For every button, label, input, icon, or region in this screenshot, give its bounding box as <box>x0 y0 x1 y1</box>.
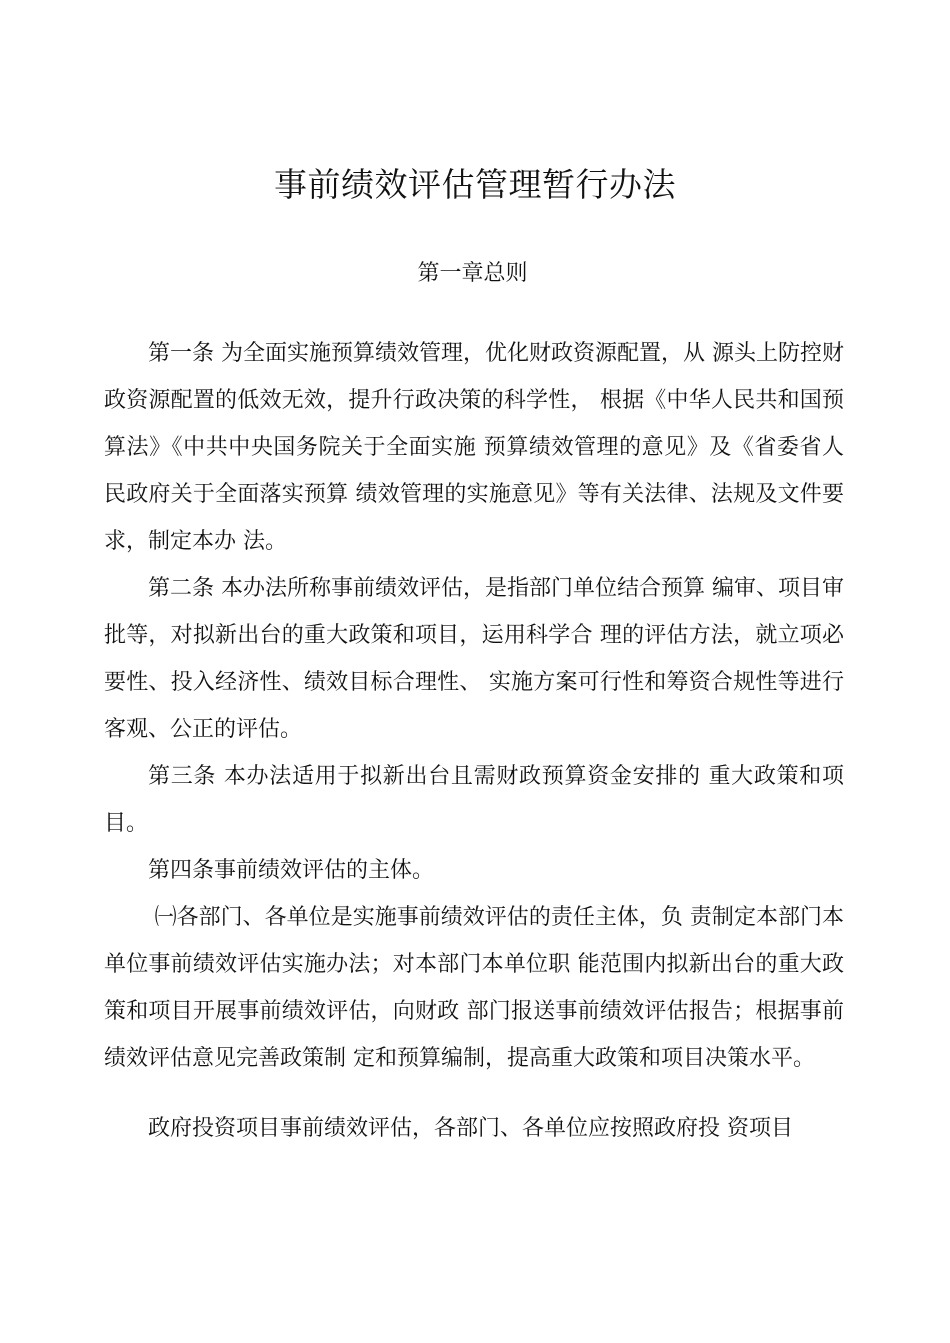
article-1-paragraph: 第一条 为全面实施预算绩效管理，优化财政资源配置，从 源头上防控财政资源配置的低效无效，提升行政决策的科学性， 根据《中华人民共和国预算法》《中共中央国务院关于全面实施 预算绩效管理的意见》及《省委省人民政府关于全面落实预算 绩效管理的实施意见》等有关法律、法规及文件要求，制定本办 法。 <box>104 341 844 554</box>
chapter-heading: 第一章总则 <box>417 261 528 286</box>
article-4-item-1-paragraph: ㈠各部门、各单位是实施事前绩效评估的责任主体，负 责制定本部门本单位事前绩效评估实施办法；对本部门本单位职 能范围内拟新出台的重大政策和项目开展事前绩效评估，向财政 部门报送事前绩效评估报告；根据事前绩效评估意见完善政策制 定和预算编制，提高重大政策和项目决策水平。 <box>104 905 844 1071</box>
article-4-paragraph: 第四条事前绩效评估的主体。 <box>148 858 435 883</box>
investment-project-paragraph: 政府投资项目事前绩效评估，各部门、各单位应按照政府投 资项目 <box>148 1116 793 1141</box>
document-body <box>104 330 844 1152</box>
document-title: 事前绩效评估管理暂行办法 <box>274 165 676 204</box>
article-3-paragraph: 第三条 本办法适用于拟新出台且需财政预算资金安排的 重大政策和项目。 <box>104 764 844 836</box>
article-2-paragraph: 第二条 本办法所称事前绩效评估，是指部门单位结合预算 编审、项目审批等，对拟新出台的重大政策和项目，运用科学合 理的评估方法，就立项必要性、投入经济性、绩效目标合理性、 实施方案可行性和筹资合规性等进行客观、公正的评估。 <box>104 576 844 742</box>
